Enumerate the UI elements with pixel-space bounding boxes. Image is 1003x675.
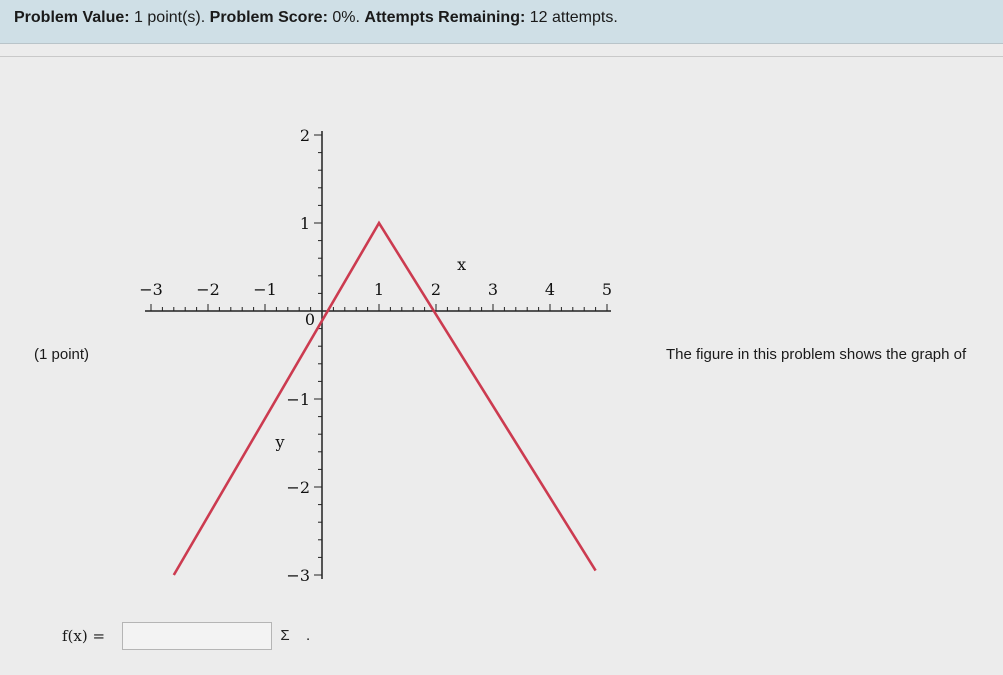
sigma-button[interactable]: Σ [280,627,290,644]
problem-prompt: The figure in this problem shows the graph of [666,346,967,363]
x-tick-label: 1 [373,280,385,299]
value-text: 1 point(s). [134,9,206,26]
graph-curve [174,223,596,575]
x-axis-label: x [457,255,467,274]
x-tick-label: −1 [253,280,277,299]
function-line [174,223,596,575]
graph-axes [145,131,611,579]
attempts-text: 12 attempts. [529,9,618,26]
x-tick-label: −2 [196,280,220,299]
value-label: Problem Value: [14,9,130,26]
y-tick-label: 1 [299,214,310,233]
trailing-period: . [306,627,311,644]
x-tick-label: 2 [430,280,442,299]
origin-label: 0 [304,310,316,329]
score-text: 0%. [332,9,360,26]
x-tick-label: 3 [487,280,499,299]
answer-input[interactable] [122,622,272,650]
x-tick-label: 4 [544,280,556,299]
y-tick-label: −1 [286,390,310,409]
y-tick-label: −2 [286,478,310,497]
y-axis-label: y [275,432,285,452]
x-tick-label: −3 [139,280,163,299]
answer-label: f(x) = [62,627,106,645]
score-label: Problem Score: [209,9,328,26]
attempts-label: Attempts Remaining: [364,9,526,26]
graph-ticks [151,135,607,575]
y-tick-label: 2 [299,126,310,145]
points-label: (1 point) [34,346,90,363]
x-tick-label: 5 [601,280,613,299]
graph-labels [139,126,612,585]
y-tick-label: −3 [286,566,310,585]
